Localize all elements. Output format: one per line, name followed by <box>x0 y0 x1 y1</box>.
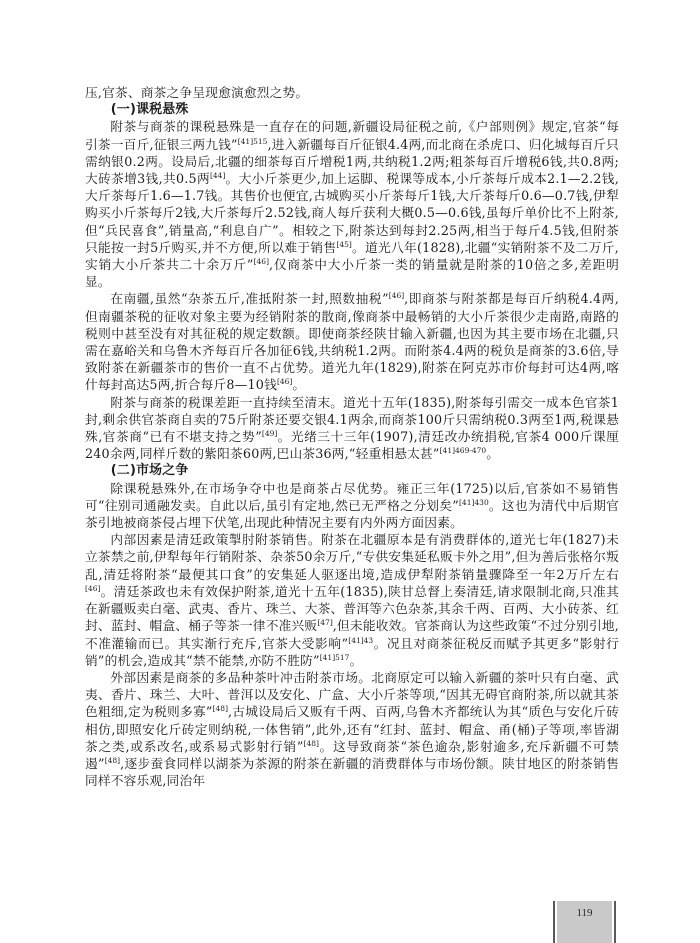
citation-superscript: [46] <box>276 377 293 387</box>
citation-superscript: [41]430 <box>459 497 489 507</box>
text-block <box>85 84 619 789</box>
citation-superscript: [44] <box>209 170 226 180</box>
page-number-left-rule <box>553 901 555 943</box>
page-number-right-rule <box>614 901 616 943</box>
citation-superscript: [45] <box>336 239 352 249</box>
paragraph: 附茶与商茶的课税悬殊是一直存在的问题,新疆设局征税之前,《户部则例》规定,官茶“每引茶一百斤,征银三两九钱”$^{[41]515}$,进入新疆每百斤征银4.4两,而北商在杀虎口、归化城每百斤只需纳银0.2两。设局后,北疆的细茶每百斤增税1两,共纳税1.2两;粗茶每百斤增税6钱,共0.8两;大砖茶增3钱,共0.5两[44]。大小斤茶更少,加上运脚、税课等成本,小斤茶每斤成本2.1—2.2钱,大斤茶每斤1.6—1.7钱。其售价也便宜,古城购买小斤茶每斤1钱,大斤茶每斤0.6—0.7钱,伊犁购买小斤茶每斤2钱,大斤茶每斤2.52钱,商人每斤获利大概0.5—0.6钱,虽每斤单价比不上附茶,但“兵民喜食”,销量高,“利息自广”。相较之下,附茶达到每封2.25两,相当于每斤4.5钱,但附茶只能按一封5斤购买,并不方便,所以难于销售[45]。道光八年(1828),北疆“实销附茶不及二万斤,实销大小斤茶共二十余万斤”[46],仅商茶中大小斤茶一类的销量就是附茶的10倍之多,差距明显。 <box>85 119 620 290</box>
continuation-paragraph: 压,官茶、商茶之争呈现愈演愈烈之势。 <box>85 85 309 100</box>
paragraph: 附茶与商茶的税课差距一直持续至清末。道光十五年(1835),附茶每引需交一成本色官茶1封,剩余供官茶商自卖的75斤附茶还要交银4.1两余,而商茶100斤只需纳税0.3两至1两,税课悬殊,官茶商“已有不堪支持之势”[49]。光绪三十三年(1907),清廷改办统捐税,官茶4 000斤课厘240余两,同样斤数的紫阳茶60两,巴山茶36两,“轻重相悬太甚”$^{[41]469-470}$。 <box>85 394 619 462</box>
paragraph: 在南疆,虽然“杂茶五斤,准抵附茶一封,照数抽税”[46],即商茶与附茶都是每百斤纳税4.4两,但南疆茶税的征收对象主要为经销附茶的散商,像商茶中最畅销的大小斤茶很少走南路,南路的税则中甚至没有对其征税的规定数额。即使商茶经陕甘输入新疆,也因为其主要市场在北疆,只需在嘉峪关和乌鲁木齐每百斤各加征6钱,共纳税1.2两。而附茶4.4两的税负是商茶的3.6倍,导致附茶在新疆茶市的售价一直不占优势。道光九年(1829),附茶在阿克苏市价每封可达4两,喀什每封高达5两,折合每斤8—10钱[46]。 <box>85 291 620 393</box>
citation-superscript: [49] <box>261 428 278 438</box>
paragraph: 内部因素是清廷政策掣肘附茶销售。附茶在北疆原本是有消费群体的,道光七年(1827)未立茶禁之前,伊犁每年行销附茶、杂茶50余万斤,“专供安集延私贩卡外之用”,但为善后张格尔叛乱,清廷将附茶“最便其口食”的安集延人驱逐出境,造成伊犁附茶销量骤降至一年2万斤左右[46]。清廷茶政也未有效保护附茶,道光十五年(1835),陕甘总督上奏清廷,请求限制北商,只准其在新疆贩卖白毫、武夷、香片、珠兰、大茶、普洱等六色杂茶,其余千两、百两、大小砖茶、红封、蓝封、帽盒、桶子等茶一律不准兴贩[47],但未能收效。官茶商认为这些政策“不过分别引地,不准灌输而已。其实渐行充斥,官茶大受影响”$^{[41]43}$。况且对商茶征税反而赋予其更多“影射行销”的机会,造成其“禁不能禁,亦防不胜防”$^{[41]517}$。 <box>85 532 619 668</box>
paragraph: 除课税悬殊外,在市场争夺中也是商茶占尽优势。雍正三年(1725)以后,官茶如不易销售可“往别司通融发卖。自此以后,虽引有定地,然已无严格之分划矣”$^{[41]430}$。这也为清代中后期官茶引地被商茶侵占埋下伏笔,出现此种情况主要有内外两方面因素。 <box>85 480 619 531</box>
page-number-plate <box>557 901 612 943</box>
citation-superscript: [41]43 <box>348 635 374 645</box>
page-number: 119 <box>576 907 593 919</box>
paragraph: 外部因素是商茶的多品种茶叶冲击附茶市场。北商原定可以输入新疆的茶叶只有白毫、武夷、香片、珠兰、大叶、普洱以及安化、广盒、大小斤茶等项,“因其无碍官商附茶,所以就其茶色粗细,定为税则多寡”[48],古城设局后又贩有千两、百两,乌鲁木齐都统认为其“质色与安化斤砖相仿,即照安化斤砖定则纳税,一体售销”,此外,还有“红封、蓝封、帽盒、甬(桶)子等项,率皆湖茶之类,或系改名,或系易式影射行销”[48]。这导致商茶“茶色逾杂,影射逾多,充斥新疆不可禁遏”[48],逐步蚕食同样以湖茶为茶源的附茶在新疆的消费群体与市场份额。陕甘地区的附茶销售同样不容乐观,同治年 <box>85 669 620 789</box>
section-heading-market: (二)市场之争 <box>110 463 189 479</box>
citation-superscript: [46] <box>388 291 405 301</box>
citation-superscript: [48] <box>212 704 228 714</box>
section-heading-taxation: (一)课税悬殊 <box>110 102 189 118</box>
citation-superscript: [48] <box>104 755 121 765</box>
citation-superscript: [41]515 <box>237 136 268 146</box>
citation-superscript: [47] <box>317 618 333 628</box>
citation-superscript: [48] <box>303 738 319 748</box>
citation-superscript: [41]469-470 <box>439 446 487 456</box>
page-number-box <box>553 901 616 943</box>
citation-superscript: [46] <box>85 583 101 593</box>
citation-superscript: [46] <box>253 256 269 266</box>
citation-superscript: [41]517 <box>319 652 350 662</box>
